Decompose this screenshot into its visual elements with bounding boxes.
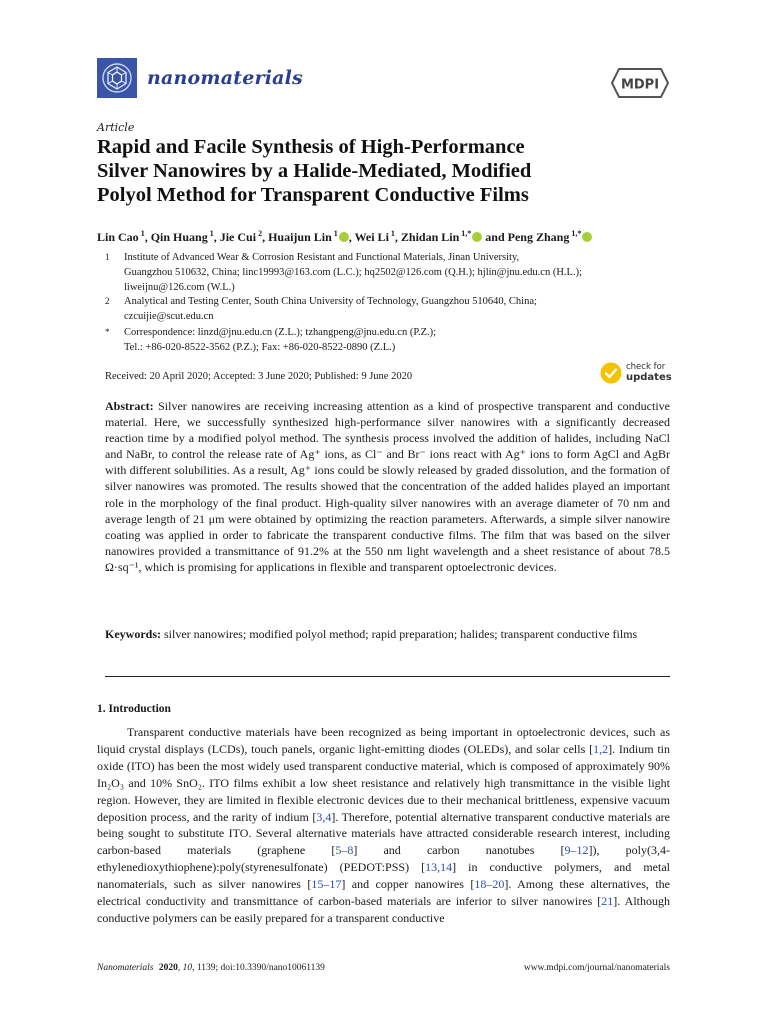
keywords	[105, 626, 670, 642]
section-divider	[105, 676, 670, 677]
orcid-icon[interactable]	[339, 232, 349, 242]
citation-link[interactable]: 15–17	[311, 877, 342, 892]
author-separator: ,	[213, 230, 220, 244]
nanomaterials-logo-icon	[97, 58, 137, 98]
title-line: Polyol Method for Transparent Conductive Films	[97, 184, 529, 206]
author-affiliation-sup: 2	[256, 229, 263, 238]
author-name: Jie Cui	[219, 230, 257, 244]
paragraph-text: ] and copper nanowires [	[341, 877, 475, 892]
title-line: Silver Nanowires by a Halide-Mediated, Modified	[97, 160, 532, 182]
author-name: Huaijun Lin	[268, 230, 332, 244]
section-heading: 1. Introduction	[97, 703, 171, 715]
paragraph-text: ] in conductive polymers, and metal nanomaterials, such as silver nanowires [	[97, 860, 670, 892]
paragraph-text: ] and carbon nanotubes [	[353, 843, 565, 858]
abstract	[105, 398, 670, 575]
author-name: Peng Zhang	[507, 230, 570, 244]
citation-link[interactable]: 3,4	[316, 809, 332, 824]
author-affiliation-sup: 1	[388, 229, 395, 238]
abstract-label: Abstract:	[105, 399, 154, 413]
paragraph-text: ]. Among these alternatives, the electrical conductivity and transmittance of carbon-based materials are inferior to silver nanowires [	[97, 877, 670, 909]
affiliation-number: 2	[105, 296, 110, 306]
footer-journal-link[interactable]: www.mdpi.com/journal/nanomaterials	[523, 963, 670, 973]
author-list	[97, 229, 697, 245]
affiliation-line: Correspondence: linzd@jnu.edu.cn (Z.L.); tzhangpeng@jnu.edu.cn (P.Z.);	[124, 327, 437, 338]
publisher-name: MDPI	[620, 77, 660, 93]
author-separator: ,	[262, 230, 269, 244]
footer-citation: Nanomaterials 2020, 10, 1139; doi:10.3390/nano10061139	[97, 963, 325, 973]
author-name: Qin Huang	[150, 230, 208, 244]
journal-name: nanomaterials	[147, 67, 303, 89]
affiliation-line: Analytical and Testing Center, South China University of Technology, Guangzhou 510640, China;	[124, 296, 537, 307]
affiliation-line: czcuijie@scut.edu.cn	[124, 311, 214, 322]
affiliation-2	[105, 294, 675, 324]
affiliation-line: Institute of Advanced Wear & Corrosion Resistant and Functional Materials, Jinan University,	[124, 252, 520, 263]
article-title	[97, 135, 669, 207]
paragraph-text: ]), poly(3,4-ethylenedioxythiophene):poly(styrenesulfonate) (PEDOT:PSS) [	[97, 843, 670, 875]
author-affiliation-sup: 1,*	[459, 229, 472, 238]
affiliation-number: 1	[105, 252, 110, 262]
title-line: Rapid and Facile Synthesis of High-Performance	[97, 136, 525, 158]
author-separator: ,	[144, 230, 151, 244]
check-updates-line2: updates	[626, 372, 672, 383]
author-name: Wei Li	[354, 230, 389, 244]
mdpi-logo-icon	[611, 68, 669, 98]
author-separator: and	[482, 230, 508, 244]
author-name: Lin Cao	[97, 230, 139, 244]
article-type: Article	[97, 121, 135, 134]
paragraph-text: ]. Indium tin oxide (ITO) has been the most widely used transparent conductive material, which is composed of approximately 90% In₂O₃ and 10% SnO₂. ITO films exhibit a low sheet resistance and relatively high transmittance in the visible light region. However, they are limited in flexible electronic devices due to their mechanical brittleness, expensive vacuum deposition process, and the rarity of indium [	[97, 741, 671, 824]
citation-link[interactable]: 13,14	[425, 860, 453, 875]
citation-link[interactable]: 9–12	[564, 843, 589, 858]
keywords-label: Keywords:	[105, 627, 161, 641]
author-affiliation-sup: 1	[138, 229, 145, 238]
check-for-updates-button[interactable]	[600, 360, 670, 386]
affiliation-1	[105, 250, 675, 295]
author-affiliation-sup: 1	[207, 229, 214, 238]
footer-doi: , 1139; doi:10.3390/nano10061139	[192, 963, 325, 973]
citation-link[interactable]: 21	[601, 894, 614, 909]
paragraph-text: ]. Although conductive polymers can be easily prepared for a transparent conductive	[97, 894, 670, 925]
affiliation-line: liweijnu@126.com (W.L.)	[124, 282, 235, 293]
introduction-paragraph	[97, 724, 670, 927]
check-updates-line1: check for	[626, 362, 666, 372]
footer-year: 2020	[158, 963, 178, 973]
author-separator: ,	[394, 230, 401, 244]
author-separator: ,	[348, 230, 355, 244]
publication-dates: Received: 20 April 2020; Accepted: 3 June 2020; Published: 9 June 2020	[105, 371, 413, 382]
citation-link[interactable]: 5–8	[335, 843, 354, 858]
check-updates-icon	[600, 362, 622, 384]
affiliation-line: Tel.: +86-020-8522-3562 (P.Z.); Fax: +86-020-8522-0890 (Z.L.)	[124, 342, 396, 353]
paragraph-text: ]. Therefore, potential alternative transparent conductive materials are being sought to substitute ITO. Several alternative materials have attracted considerable research interest, including carbon-based materials (graphene [	[97, 809, 670, 858]
keywords-text: silver nanowires; modified polyol method; rapid preparation; halides; transparent conductive films	[164, 627, 638, 641]
author-affiliation-sup: 1	[331, 229, 338, 238]
paragraph-text: Transparent conductive materials have been recognized as being important in optoelectronic devices, such as liquid crystal displays (LCDs), touch panels, organic light-emitting diodes (OLEDs), and solar cells [	[97, 725, 670, 756]
orcid-icon[interactable]	[472, 232, 482, 242]
author-affiliation-sup: 1,*	[569, 229, 582, 238]
affiliation-line: Guangzhou 510632, China; linc19993@163.com (L.C.); hq2502@126.com (Q.H.); hjlin@jnu.edu.cn (H.L.);	[124, 267, 582, 278]
citation-link[interactable]: 18–20	[474, 877, 505, 892]
journal-header	[97, 58, 669, 104]
author-name: Zhidan Lin	[400, 230, 460, 244]
citation-link[interactable]: 1,2	[593, 741, 609, 756]
correspondence	[105, 325, 675, 355]
orcid-icon[interactable]	[582, 232, 592, 242]
footer-journal: Nanomaterials	[97, 963, 154, 973]
abstract-text: Silver nanowires are receiving increasing attention as a kind of prospective transparent and conductive material. Here, we successfully synthesized high-performance silver nanowires with a significantly decreased reaction time by a modified polyol method. The synthesis process involved the addition of halides, including NaCl and NaBr, to control the release rate of Ag⁺ ions, as Cl⁻ and Br⁻ ions react with Ag⁺ ions to form AgCl and AgBr with different solubilities. As a result, Ag⁺ ions could be slowly released by graded dissolution, and the formation of silver nanowires was promoted. The results showed that the concentration of the added halides played an important role in the morphology of the final product. High-quality silver nanowires with an average diameter of 70 nm and average length of 21 μm were obtained by optimizing the reaction parameters. Afterwards, a simple silver nanowire coating was applied in order to fabricate the transparent conductive films. The film that was based on the silver nanowires provided a transmittance of 91.2% at the 550 nm light wavelength and a sheet resistance of about 78.5 Ω·sq⁻¹, which is promising for applications in flexible and transparent optoelectronic devices.	[105, 399, 670, 574]
footer-volume: 10	[182, 963, 193, 973]
affiliation-number: *	[105, 327, 110, 337]
